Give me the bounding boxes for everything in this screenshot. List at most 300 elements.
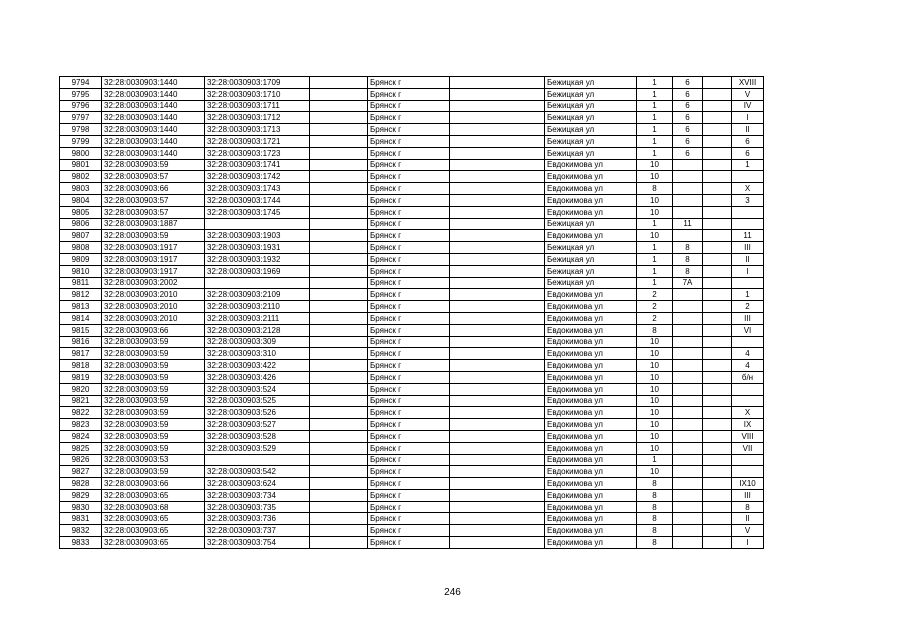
register-table-body (60, 77, 764, 549)
city-cell: Брянск г (368, 419, 450, 431)
locality-cell (450, 289, 545, 301)
table-row (60, 147, 764, 159)
table-row (60, 348, 764, 360)
parent-cadastral-number-cell: 32:28:0030903:2010 (102, 312, 205, 324)
premises-number-cell: III (732, 489, 764, 501)
house-number-cell: 10 (637, 395, 673, 407)
city-cell: Брянск г (368, 230, 450, 242)
city-cell: Брянск г (368, 100, 450, 112)
locality-cell (450, 100, 545, 112)
city-cell: Брянск г (368, 525, 450, 537)
premises-number-cell (732, 466, 764, 478)
cadastral-number-cell: 32:28:0030903:309 (205, 336, 310, 348)
house-number-cell: 10 (637, 383, 673, 395)
street-cell: Евдокимова ул (545, 348, 637, 360)
premises-number-cell: 2 (732, 301, 764, 313)
premises-number-cell: VI (732, 324, 764, 336)
cadastral-number-cell: 32:28:0030903:2111 (205, 312, 310, 324)
row-number-cell: 9814 (60, 312, 102, 324)
house-number-cell: 1 (637, 454, 673, 466)
cadastral-number-cell: 32:28:0030903:422 (205, 360, 310, 372)
building-number-cell: 6 (673, 88, 703, 100)
cadastral-number-cell: 32:28:0030903:1931 (205, 242, 310, 254)
cadastral-number-cell: 32:28:0030903:624 (205, 478, 310, 490)
parent-cadastral-number-cell: 32:28:0030903:59 (102, 348, 205, 360)
parent-cadastral-number-cell: 32:28:0030903:59 (102, 383, 205, 395)
row-number-cell: 9801 (60, 159, 102, 171)
house-number-cell: 10 (637, 348, 673, 360)
empty-column-cell (310, 312, 368, 324)
street-cell: Евдокимова ул (545, 183, 637, 195)
empty-column-cell (310, 513, 368, 525)
building-number-cell (673, 171, 703, 183)
locality-cell (450, 242, 545, 254)
row-number-cell: 9807 (60, 230, 102, 242)
premises-number-cell: X (732, 407, 764, 419)
building-number-cell: 8 (673, 265, 703, 277)
building-number-cell (673, 336, 703, 348)
house-number-cell: 2 (637, 289, 673, 301)
empty-column-cell (310, 277, 368, 289)
premises-number-cell: IX (732, 419, 764, 431)
block-cell (703, 336, 732, 348)
table-row (60, 100, 764, 112)
empty-column-cell (310, 336, 368, 348)
parent-cadastral-number-cell: 32:28:0030903:59 (102, 360, 205, 372)
parent-cadastral-number-cell: 32:28:0030903:1440 (102, 135, 205, 147)
row-number-cell: 9823 (60, 419, 102, 431)
cadastral-number-cell: 32:28:0030903:736 (205, 513, 310, 525)
cadastral-number-cell: 32:28:0030903:529 (205, 442, 310, 454)
row-number-cell: 9796 (60, 100, 102, 112)
city-cell: Брянск г (368, 395, 450, 407)
cadastral-number-cell: 32:28:0030903:737 (205, 525, 310, 537)
premises-number-cell: 1 (732, 289, 764, 301)
table-row (60, 253, 764, 265)
street-cell: Бежицкая ул (545, 88, 637, 100)
house-number-cell: 8 (637, 478, 673, 490)
locality-cell (450, 348, 545, 360)
locality-cell (450, 183, 545, 195)
table-row (60, 336, 764, 348)
empty-column-cell (310, 206, 368, 218)
block-cell (703, 242, 732, 254)
house-number-cell: 10 (637, 371, 673, 383)
block-cell (703, 100, 732, 112)
cadastral-number-cell: 32:28:0030903:542 (205, 466, 310, 478)
house-number-cell: 10 (637, 230, 673, 242)
row-number-cell: 9829 (60, 489, 102, 501)
empty-column-cell (310, 419, 368, 431)
locality-cell (450, 77, 545, 89)
parent-cadastral-number-cell: 32:28:0030903:1440 (102, 147, 205, 159)
row-number-cell: 9799 (60, 135, 102, 147)
block-cell (703, 171, 732, 183)
cadastral-number-cell: 32:28:0030903:735 (205, 501, 310, 513)
block-cell (703, 147, 732, 159)
empty-column-cell (310, 478, 368, 490)
row-number-cell: 9822 (60, 407, 102, 419)
street-cell: Евдокимова ул (545, 289, 637, 301)
cadastral-number-cell: 32:28:0030903:1723 (205, 147, 310, 159)
house-number-cell: 8 (637, 537, 673, 549)
empty-column-cell (310, 501, 368, 513)
cadastral-number-cell: 32:28:0030903:526 (205, 407, 310, 419)
city-cell: Брянск г (368, 336, 450, 348)
empty-column-cell (310, 88, 368, 100)
premises-number-cell: 6 (732, 135, 764, 147)
street-cell: Евдокимова ул (545, 194, 637, 206)
building-number-cell (673, 454, 703, 466)
building-number-cell: 8 (673, 253, 703, 265)
block-cell (703, 183, 732, 195)
block-cell (703, 253, 732, 265)
block-cell (703, 230, 732, 242)
cadastral-number-cell: 32:28:0030903:2128 (205, 324, 310, 336)
premises-number-cell (732, 454, 764, 466)
city-cell: Брянск г (368, 430, 450, 442)
table-row (60, 466, 764, 478)
table-row (60, 77, 764, 89)
locality-cell (450, 430, 545, 442)
street-cell: Бежицкая ул (545, 147, 637, 159)
premises-number-cell (732, 277, 764, 289)
parent-cadastral-number-cell: 32:28:0030903:66 (102, 183, 205, 195)
block-cell (703, 112, 732, 124)
table-row (60, 442, 764, 454)
block-cell (703, 407, 732, 419)
premises-number-cell (732, 336, 764, 348)
city-cell: Брянск г (368, 147, 450, 159)
row-number-cell: 9811 (60, 277, 102, 289)
row-number-cell: 9802 (60, 171, 102, 183)
locality-cell (450, 466, 545, 478)
building-number-cell (673, 183, 703, 195)
city-cell: Брянск г (368, 277, 450, 289)
row-number-cell: 9806 (60, 218, 102, 230)
table-row (60, 277, 764, 289)
cadastral-number-cell: 32:28:0030903:1932 (205, 253, 310, 265)
table-row (60, 454, 764, 466)
row-number-cell: 9808 (60, 242, 102, 254)
building-number-cell (673, 230, 703, 242)
parent-cadastral-number-cell: 32:28:0030903:59 (102, 419, 205, 431)
locality-cell (450, 206, 545, 218)
street-cell: Бежицкая ул (545, 242, 637, 254)
block-cell (703, 135, 732, 147)
street-cell: Евдокимова ул (545, 501, 637, 513)
block-cell (703, 289, 732, 301)
parent-cadastral-number-cell: 32:28:0030903:66 (102, 324, 205, 336)
row-number-cell: 9795 (60, 88, 102, 100)
locality-cell (450, 419, 545, 431)
parent-cadastral-number-cell: 32:28:0030903:65 (102, 537, 205, 549)
premises-number-cell: II (732, 124, 764, 136)
house-number-cell: 10 (637, 430, 673, 442)
city-cell: Брянск г (368, 407, 450, 419)
city-cell: Брянск г (368, 265, 450, 277)
block-cell (703, 466, 732, 478)
city-cell: Брянск г (368, 312, 450, 324)
premises-number-cell: б/н (732, 371, 764, 383)
parent-cadastral-number-cell: 32:28:0030903:1440 (102, 77, 205, 89)
locality-cell (450, 324, 545, 336)
house-number-cell: 2 (637, 301, 673, 313)
locality-cell (450, 124, 545, 136)
building-number-cell (673, 513, 703, 525)
empty-column-cell (310, 289, 368, 301)
city-cell: Брянск г (368, 253, 450, 265)
empty-column-cell (310, 395, 368, 407)
building-number-cell (673, 407, 703, 419)
city-cell: Брянск г (368, 478, 450, 490)
cadastral-number-cell: 32:28:0030903:2110 (205, 301, 310, 313)
house-number-cell: 10 (637, 206, 673, 218)
cadastral-number-cell: 32:28:0030903:1712 (205, 112, 310, 124)
cadastral-number-cell: 32:28:0030903:754 (205, 537, 310, 549)
street-cell: Евдокимова ул (545, 407, 637, 419)
table-row (60, 301, 764, 313)
empty-column-cell (310, 383, 368, 395)
premises-number-cell: 8 (732, 501, 764, 513)
premises-number-cell: I (732, 537, 764, 549)
city-cell: Брянск г (368, 371, 450, 383)
parent-cadastral-number-cell: 32:28:0030903:59 (102, 466, 205, 478)
city-cell: Брянск г (368, 360, 450, 372)
street-cell: Евдокимова ул (545, 537, 637, 549)
cadastral-number-cell: 32:28:0030903:1744 (205, 194, 310, 206)
street-cell: Евдокимова ул (545, 171, 637, 183)
parent-cadastral-number-cell: 32:28:0030903:59 (102, 407, 205, 419)
parent-cadastral-number-cell: 32:28:0030903:57 (102, 206, 205, 218)
empty-column-cell (310, 324, 368, 336)
parent-cadastral-number-cell: 32:28:0030903:59 (102, 336, 205, 348)
table-row (60, 513, 764, 525)
row-number-cell: 9809 (60, 253, 102, 265)
empty-column-cell (310, 77, 368, 89)
building-number-cell (673, 525, 703, 537)
cadastral-number-cell: 32:28:0030903:1742 (205, 171, 310, 183)
cadastral-number-cell (205, 454, 310, 466)
empty-column-cell (310, 124, 368, 136)
house-number-cell: 1 (637, 277, 673, 289)
street-cell: Евдокимова ул (545, 395, 637, 407)
row-number-cell: 9818 (60, 360, 102, 372)
street-cell: Евдокимова ул (545, 383, 637, 395)
city-cell: Брянск г (368, 348, 450, 360)
empty-column-cell (310, 442, 368, 454)
building-number-cell (673, 442, 703, 454)
table-row (60, 360, 764, 372)
row-number-cell: 9828 (60, 478, 102, 490)
row-number-cell: 9825 (60, 442, 102, 454)
premises-number-cell (732, 218, 764, 230)
house-number-cell: 10 (637, 407, 673, 419)
locality-cell (450, 537, 545, 549)
parent-cadastral-number-cell: 32:28:0030903:1440 (102, 124, 205, 136)
city-cell: Брянск г (368, 301, 450, 313)
building-number-cell (673, 348, 703, 360)
premises-number-cell (732, 395, 764, 407)
building-number-cell (673, 466, 703, 478)
street-cell: Евдокимова ул (545, 430, 637, 442)
premises-number-cell: I (732, 265, 764, 277)
row-number-cell: 9794 (60, 77, 102, 89)
premises-number-cell: 1 (732, 159, 764, 171)
row-number-cell: 9810 (60, 265, 102, 277)
empty-column-cell (310, 100, 368, 112)
table-row (60, 206, 764, 218)
premises-number-cell (732, 171, 764, 183)
parent-cadastral-number-cell: 32:28:0030903:66 (102, 478, 205, 490)
parent-cadastral-number-cell: 32:28:0030903:1917 (102, 265, 205, 277)
building-number-cell (673, 371, 703, 383)
row-number-cell: 9813 (60, 301, 102, 313)
premises-number-cell: VII (732, 442, 764, 454)
locality-cell (450, 277, 545, 289)
building-number-cell (673, 289, 703, 301)
locality-cell (450, 489, 545, 501)
city-cell: Брянск г (368, 489, 450, 501)
street-cell: Бежицкая ул (545, 277, 637, 289)
empty-column-cell (310, 135, 368, 147)
locality-cell (450, 383, 545, 395)
building-number-cell (673, 430, 703, 442)
house-number-cell: 10 (637, 442, 673, 454)
city-cell: Брянск г (368, 454, 450, 466)
table-row (60, 430, 764, 442)
premises-number-cell: 6 (732, 147, 764, 159)
city-cell: Брянск г (368, 88, 450, 100)
table-row (60, 324, 764, 336)
house-number-cell: 1 (637, 124, 673, 136)
block-cell (703, 324, 732, 336)
row-number-cell: 9830 (60, 501, 102, 513)
house-number-cell: 8 (637, 525, 673, 537)
block-cell (703, 218, 732, 230)
cadastral-number-cell: 32:28:0030903:1710 (205, 88, 310, 100)
row-number-cell: 9817 (60, 348, 102, 360)
empty-column-cell (310, 454, 368, 466)
street-cell: Евдокимова ул (545, 525, 637, 537)
street-cell: Бежицкая ул (545, 265, 637, 277)
row-number-cell: 9803 (60, 183, 102, 195)
empty-column-cell (310, 466, 368, 478)
cadastral-number-cell: 32:28:0030903:2109 (205, 289, 310, 301)
city-cell: Брянск г (368, 537, 450, 549)
table-row (60, 537, 764, 549)
locality-cell (450, 312, 545, 324)
city-cell: Брянск г (368, 242, 450, 254)
table-row (60, 407, 764, 419)
empty-column-cell (310, 253, 368, 265)
row-number-cell: 9800 (60, 147, 102, 159)
house-number-cell: 1 (637, 77, 673, 89)
street-cell: Евдокимова ул (545, 360, 637, 372)
block-cell (703, 88, 732, 100)
premises-number-cell: II (732, 253, 764, 265)
empty-column-cell (310, 112, 368, 124)
building-number-cell: 6 (673, 135, 703, 147)
row-number-cell: 9804 (60, 194, 102, 206)
empty-column-cell (310, 348, 368, 360)
block-cell (703, 513, 732, 525)
building-number-cell: 6 (673, 77, 703, 89)
street-cell: Бежицкая ул (545, 124, 637, 136)
premises-number-cell: VIII (732, 430, 764, 442)
row-number-cell: 9832 (60, 525, 102, 537)
premises-number-cell (732, 206, 764, 218)
row-number-cell: 9826 (60, 454, 102, 466)
empty-column-cell (310, 537, 368, 549)
locality-cell (450, 218, 545, 230)
block-cell (703, 537, 732, 549)
block-cell (703, 454, 732, 466)
parent-cadastral-number-cell: 32:28:0030903:59 (102, 159, 205, 171)
street-cell: Евдокимова ул (545, 206, 637, 218)
house-number-cell: 10 (637, 419, 673, 431)
table-row (60, 88, 764, 100)
locality-cell (450, 135, 545, 147)
street-cell: Евдокимова ул (545, 454, 637, 466)
row-number-cell: 9815 (60, 324, 102, 336)
building-number-cell (673, 312, 703, 324)
table-row (60, 218, 764, 230)
street-cell: Бежицкая ул (545, 218, 637, 230)
table-row (60, 478, 764, 490)
house-number-cell: 10 (637, 194, 673, 206)
empty-column-cell (310, 407, 368, 419)
city-cell: Брянск г (368, 289, 450, 301)
house-number-cell: 1 (637, 112, 673, 124)
table-row (60, 230, 764, 242)
premises-number-cell: X (732, 183, 764, 195)
house-number-cell: 8 (637, 513, 673, 525)
row-number-cell: 9798 (60, 124, 102, 136)
block-cell (703, 265, 732, 277)
street-cell: Евдокимова ул (545, 371, 637, 383)
premises-number-cell: III (732, 242, 764, 254)
cadastral-number-cell: 32:28:0030903:1969 (205, 265, 310, 277)
table-row (60, 312, 764, 324)
street-cell: Бежицкая ул (545, 253, 637, 265)
city-cell: Брянск г (368, 466, 450, 478)
block-cell (703, 206, 732, 218)
table-row (60, 194, 764, 206)
city-cell: Брянск г (368, 159, 450, 171)
locality-cell (450, 112, 545, 124)
building-number-cell: 11 (673, 218, 703, 230)
premises-number-cell: 4 (732, 348, 764, 360)
empty-column-cell (310, 525, 368, 537)
building-number-cell (673, 360, 703, 372)
premises-number-cell: 4 (732, 360, 764, 372)
city-cell: Брянск г (368, 206, 450, 218)
building-number-cell: 7А (673, 277, 703, 289)
locality-cell (450, 501, 545, 513)
row-number-cell: 9821 (60, 395, 102, 407)
locality-cell (450, 265, 545, 277)
empty-column-cell (310, 159, 368, 171)
locality-cell (450, 147, 545, 159)
house-number-cell: 10 (637, 466, 673, 478)
table-row (60, 289, 764, 301)
empty-column-cell (310, 242, 368, 254)
empty-column-cell (310, 489, 368, 501)
locality-cell (450, 478, 545, 490)
locality-cell (450, 442, 545, 454)
empty-column-cell (310, 230, 368, 242)
